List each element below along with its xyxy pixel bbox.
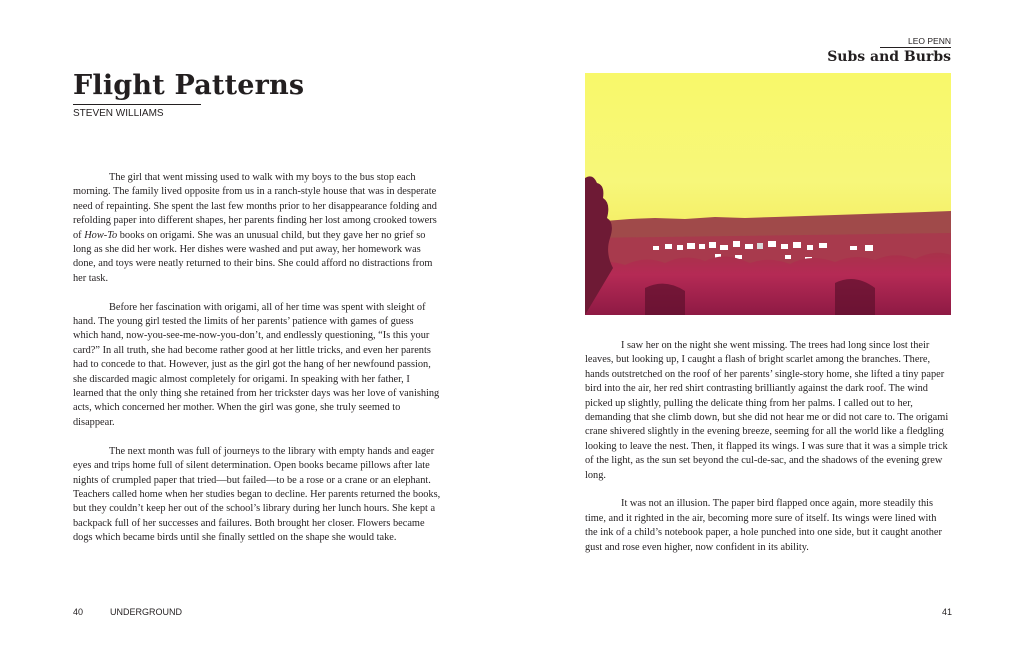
paragraph: The next month was full of journeys to the library with empty hands and eager eyes and trips home full of silent determination. Open books became pillows after late nights of crumpled paper that tried—but failed—to be a rose or a crane or an elephant. Teachers called home when her studies began to decline. Her parents returned the books, but they couldn’t keep her out of the school’s library during her lunch hours. She kept a backpack full of her successes and failures. Both brought her closer. Flowers became dogs which became birds until she finally settled on the shape she would take. (73, 445, 441, 544)
paragraph: I saw her on the night she went missing. The trees had long since lost their leaves, but looking up, I caught a flash of bright scarlet among the branches. There, hands outstretched on the roof of her parents’ single-story home, she lifted a tiny paper bird into the air, her red shirt contrasting brilliantly against the dark roof. The wind picked up slightly, pulling the delicate thing from her palms. I called out to her, demanding that she climb down, but she did not hear me or did not care to. The origami crane shivered slightly in the evening breeze, seeming for all the world like a fledgling looking to leave the nest. Then, it flapped its wings. I was sure that it was a simple trick of the light, as the sun set beyond the cul-de-sac, and the shadows of the evening grew long. (585, 340, 949, 481)
book-title: How-To (84, 229, 118, 241)
author-byline: STEVEN WILLIAMS (73, 108, 164, 119)
paragraph: It was not an illusion. The paper bird flapped once again, more steadily this time, and it righted in the air, becoming more sure of itself. Its wings were lined with the ink of a child’s notebook paper, a hole punched into one side, but it caught another gust and rose even higher, now confident in its ability. (585, 498, 942, 553)
title-underline (73, 104, 201, 105)
running-header-title: Subs and Burbs (827, 49, 951, 65)
right-body-text (585, 339, 949, 569)
paragraph: The girl that went missing used to walk with my boys to the bus stop each morning. The family lived opposite from us in a ranch-style house that was in desperate need of repainting. She spent the last few months prior to her disappearance folding and refolding paper into different shapes, her parents finding her lost among crooked towers of How-To books on origami. She was an unusual child, but they gave her no grief so long as she did her work. Her dishes were washed and put away, her homework was done, and toys were neatly returned to their bins. She could afford no distractions from her task. (73, 172, 437, 284)
page-number: 41 (942, 607, 953, 617)
foreground-trees (585, 253, 951, 315)
header-rule (880, 47, 951, 48)
left-body-text (73, 171, 441, 560)
story-title: Flight Patterns (73, 70, 305, 101)
photo-illustration (585, 73, 951, 315)
running-header-author: LEO PENN (908, 36, 951, 46)
magazine-name: UNDERGROUND (110, 607, 182, 617)
suburb-photo (585, 73, 951, 315)
page-number: 40 (73, 607, 84, 617)
paragraph: Before her fascination with origami, all of her time was spent with sleight of hand. The young girl tested the limits of her parents’ patience with games of guess which hand, now-you-see-me-now-you-don’t, and endlessly questioning, “Is this your card?” In all truth, she had become rather good at her little tricks, and even her parents had to concede to that. However, just as the girl got the hang of her newfound passion, she discarded magic almost completely for origami. In speaking with her father, I learned that the only thing she retained from her trickster days was her love of vanishing acts, which concerned her mother. When the girl was gone, she truly seemed to disappear. (73, 301, 440, 428)
